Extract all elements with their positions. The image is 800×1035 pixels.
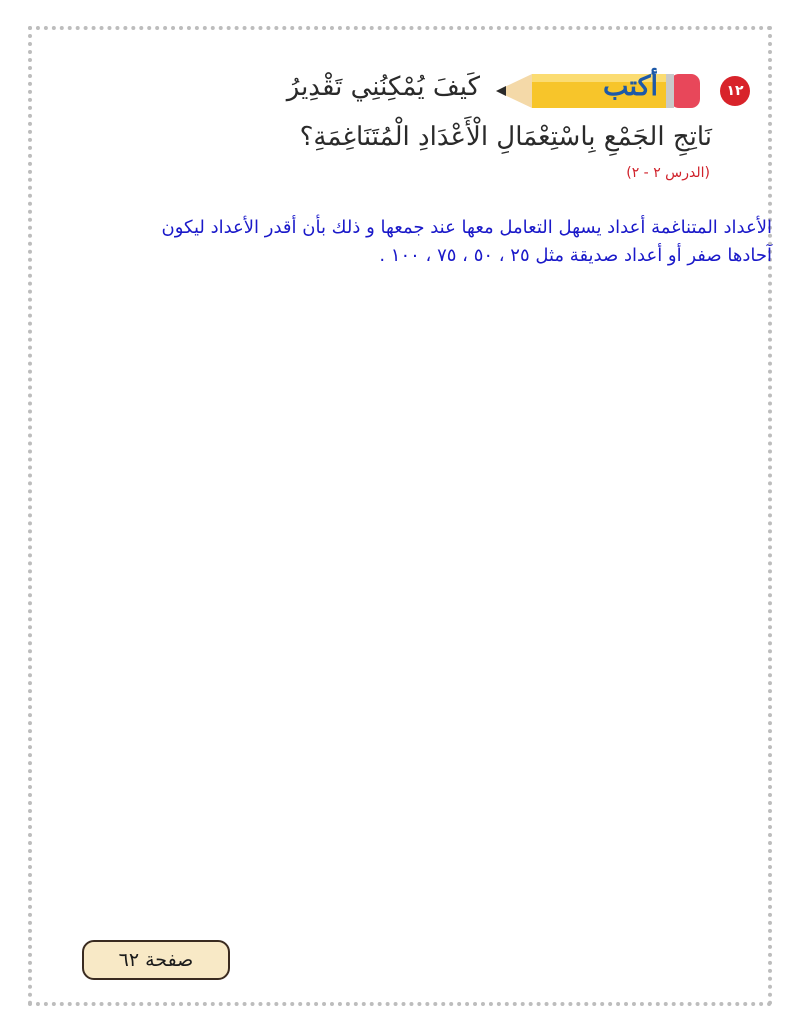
answer-line-1: الأعداد المتناغمة أعداد يسهل التعامل معها عند جمعها و ذلك بأن أقدر الأعداد ليكون [161, 217, 772, 238]
question-header [50, 62, 750, 192]
question-line-1: كَيفَ يُمْكِنُنِي تَقْدِيرُ [286, 72, 480, 102]
page-number-box [82, 940, 230, 980]
question-number-badge: ١٢ [720, 76, 750, 106]
answer-line-2: آحادها صفر أو أعداد صديقة مثل ٢٥ ، ٥٠ ، ٧٥ ، ١٠٠ . [379, 245, 772, 266]
page-number-label: صفحة ٦٢ [118, 949, 194, 971]
answer-text [82, 214, 772, 270]
question-line-2: نَاتِجِ الجَمْعِ بِاسْتِعْمَالِ الْأَعْدَادِ الْمُتَنَاغِمَةِ؟ [299, 122, 712, 152]
lesson-reference: (الدرس ٢ - ٢) [626, 165, 710, 181]
pencil-icon [490, 68, 704, 114]
write-label: أكتب [602, 71, 658, 102]
